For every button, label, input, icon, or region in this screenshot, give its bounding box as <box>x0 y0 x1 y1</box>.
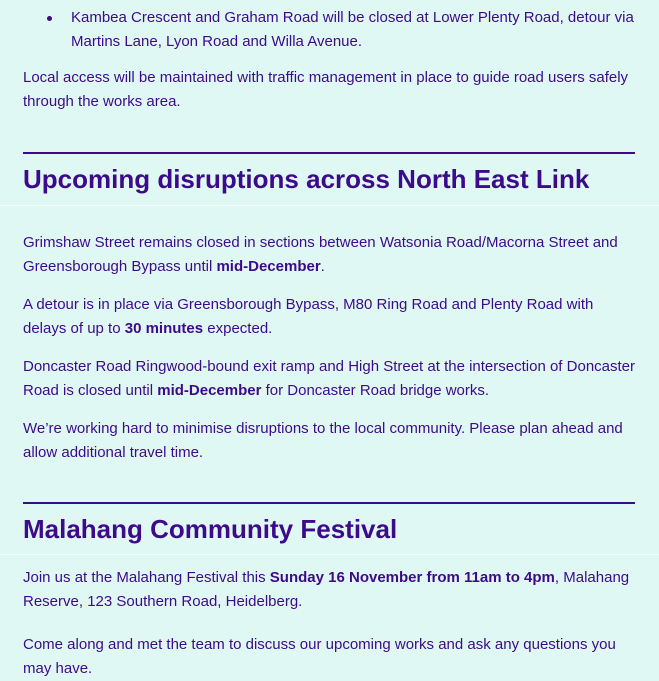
detour-paragraph: A detour is in place via Greensborough Bypass, M80 Ring Road and Plenty Road with delays of up to 30 minutes expected. <box>23 296 594 337</box>
section-rule <box>23 152 635 154</box>
section-divider <box>0 205 659 206</box>
festival-date-time: Sunday 16 November from 11am to 4pm <box>269 569 555 586</box>
meet-team-paragraph: Come along and met the team to discuss our upcoming works and ask any questions you may have. <box>23 636 616 677</box>
section-heading-festival: Malahang Community Festival <box>23 514 398 544</box>
closure-date: mid-December <box>157 382 262 399</box>
grimshaw-paragraph: Grimshaw Street remains closed in sections between Watsonia Road/Macorna Street and Greensborough Bypass until mid-December. <box>23 234 618 275</box>
doncaster-paragraph: Doncaster Road Ringwood-bound exit ramp and High Street at the intersection of Doncaster Road is closed until mid-December for Doncaster Road bridge works. <box>23 358 636 399</box>
bullet-icon <box>47 16 52 21</box>
closure-date: mid-December <box>216 258 321 275</box>
minimise-paragraph: We’re working hard to minimise disruptions to the local community. Please plan ahead and allow additional travel time. <box>23 420 623 461</box>
list-item-text: Kambea Crescent and Graham Road will be closed at Lower Plenty Road, detour via Martins Lane, Lyon Road and Willa Avenue. <box>71 9 634 50</box>
section-rule <box>23 502 635 504</box>
closure-list <box>0 6 659 54</box>
section-heading-disruptions: Upcoming disruptions across North East Link <box>23 164 590 194</box>
delay-duration: 30 minutes <box>124 320 204 337</box>
section-divider <box>0 554 659 555</box>
list-item <box>0 6 659 54</box>
festival-paragraph: Join us at the Malahang Festival this Sunday 16 November from 11am to 4pm, Malahang Reserve, 123 Southern Road, Heidelberg. <box>23 569 630 610</box>
local-access-paragraph: Local access will be maintained with traffic management in place to guide road users safely through the works area. <box>23 69 629 110</box>
